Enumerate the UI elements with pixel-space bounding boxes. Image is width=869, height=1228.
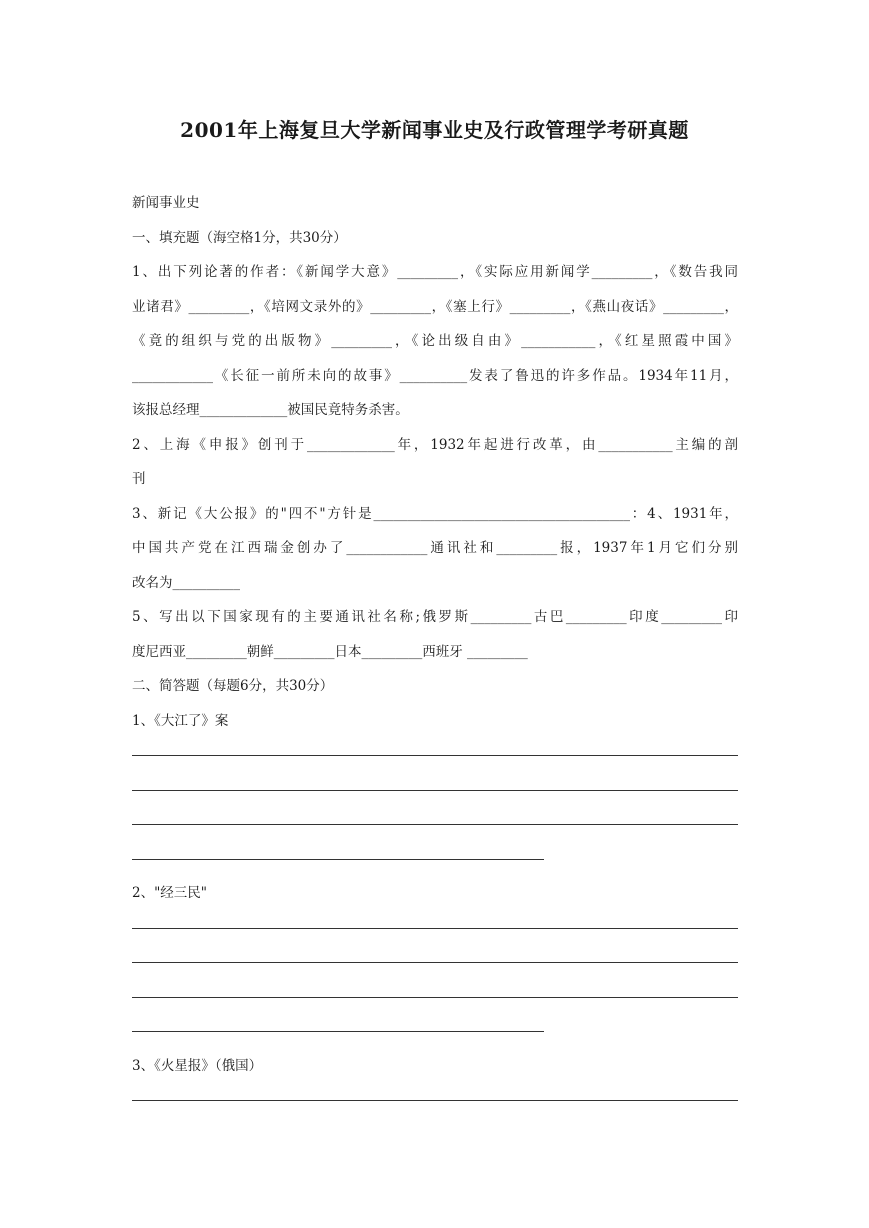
short-answer-2-label: 2、"经三民" [132, 885, 208, 901]
exam-content [132, 186, 738, 1118]
question-2-line-2: 刊 [132, 471, 146, 487]
answer-line [132, 1083, 738, 1118]
question-1-line-4: ____________《长征一前所未向的故事》__________发表了鲁迅的许多作品。1934年11月， [132, 367, 738, 384]
page-title: 2001年上海复旦大学新闻事业史及行政管理学考研真题 [180, 118, 689, 142]
answer-line [132, 807, 738, 842]
short-answer-1-label: 1、《大江了》案 [132, 712, 229, 729]
question-1-line-5: 该报总经理_____________被国民竟特务杀害。 [132, 402, 409, 418]
question-4-line-2: 改名为__________ [132, 574, 240, 591]
question-5-line-1: 5、写出以下国家现有的主要通讯社名称;俄罗斯_________古巴_________印度_________印 [132, 609, 738, 625]
answer-line-short [132, 1014, 738, 1049]
question-2-line-1: 2、上海《申报》创刊于_____________年，1932年起进行改革，由___________主编的剖 [132, 436, 738, 453]
question-1-line-3: 《竟的组织与党的出版物》_________，《论出级自由》___________，《红星照霞中国》 [132, 333, 738, 349]
part-two-heading: 二、简答题（每题6分，共30分） [132, 678, 334, 694]
short-answer-3-label: 3、《火星报》（俄国） [132, 1057, 263, 1074]
answer-line [132, 980, 738, 1015]
answer-line-short [132, 842, 738, 877]
answer-line [132, 945, 738, 980]
question-4-line-1: 中国共产党在江西瑞金创办了____________通讯社和_________报，1937年1月它们分别 [132, 540, 738, 556]
question-1-line-1: 1、出下列论著的作者：《新闻学大意》_________，《实际应用新闻学_________，《数告我同 [132, 264, 738, 280]
answer-line [132, 773, 738, 808]
section-heading: 新闻事业史 [132, 195, 200, 211]
question-3-line-1: 3、新记《大公报》的"四不"方针是______________________________________：4、1931年， [132, 505, 738, 522]
answer-line [132, 738, 738, 773]
part-one-heading: 一、填充题（海空格1分，共30分） [132, 229, 347, 246]
question-5-line-2: 度尼西亚_________朝鲜_________日本_________西班牙 _________ [132, 643, 528, 660]
answer-line [132, 911, 738, 946]
question-1-line-2: 业诸君》_________，《培网文录外的》_________，《塞上行》_________，《燕山夜话》_________， [132, 298, 738, 315]
